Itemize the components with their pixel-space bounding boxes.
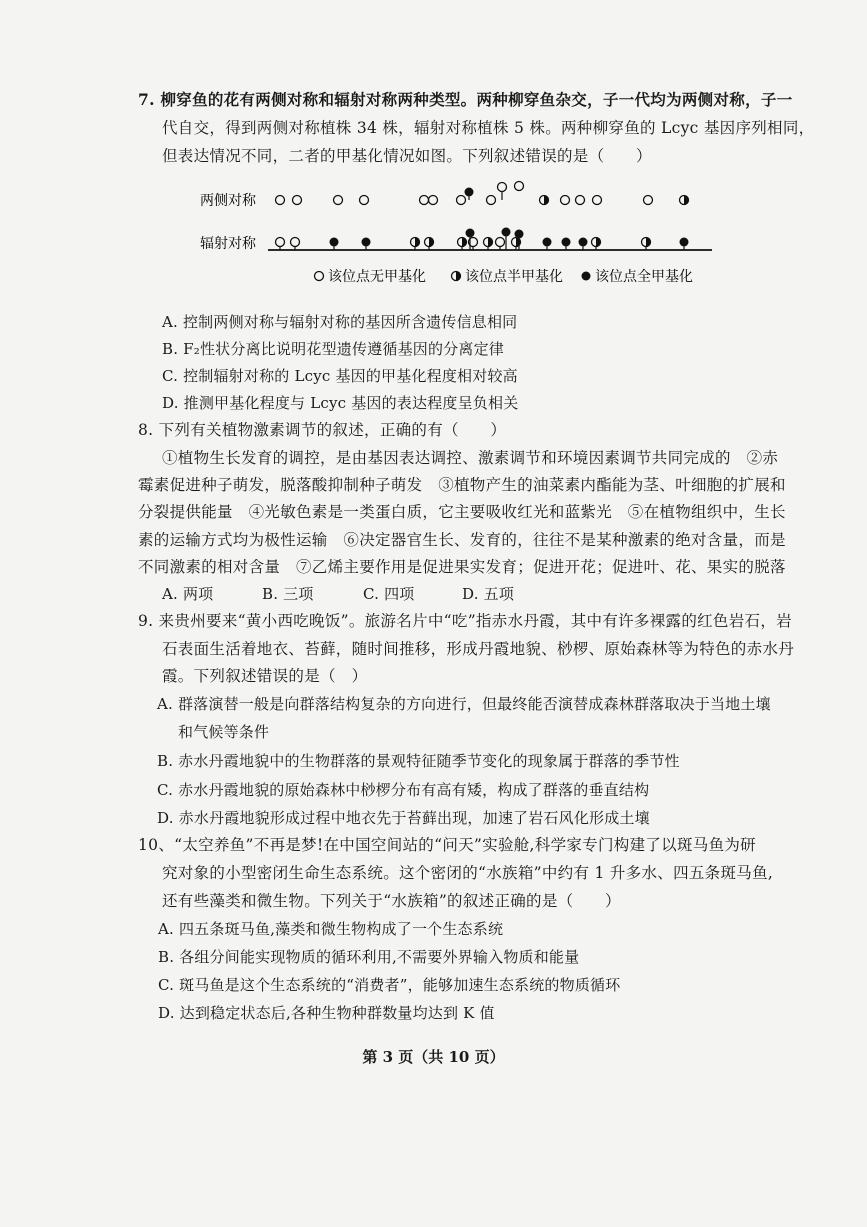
- legend-half-label: 该位点半甲基化: [465, 269, 563, 285]
- q9-option-d: D. 赤水丹霞地貌形成过程中地衣先于苔藓出现，加速了岩石风化形成土壤: [157, 809, 650, 827]
- unmethylated-site-icon: [515, 182, 524, 191]
- bilateral-sites: [276, 182, 689, 205]
- q8-option-b: B. 三项: [262, 585, 314, 603]
- q7-stem-line-2: 代自交，得到两侧对称植株 34 株，辐射对称植株 5 株。两种柳穿鱼的 Lcyc 基因序列相同，: [162, 119, 815, 137]
- legend-open-circle-icon: [315, 272, 324, 281]
- unmethylated-site-icon: [334, 196, 343, 205]
- q9-stem-line-2: 石表面生活着地衣、苔藓，随时间推移，形成丹霞地貌、桫椤、原始森林等为特色的赤水丹: [162, 640, 795, 658]
- unmethylated-site-icon: [576, 196, 585, 205]
- q8-option-a: A. 两项: [162, 585, 214, 603]
- q8-stem-line-4: 分裂提供能量 ④光敏色素是一类蛋白质，它主要吸收红光和蓝紫光 ⑤在植物组织中，生长: [138, 503, 786, 521]
- q7-option-b: B. F₂性状分离比说明花型遗传遵循基因的分离定律: [162, 340, 504, 358]
- q10-option-a: A. 四五条斑马鱼,藻类和微生物构成了一个生态系统: [158, 920, 504, 938]
- full-methylated-site-icon: [562, 238, 571, 251]
- unmethylated-site-icon: [644, 196, 653, 205]
- q7-stem-line-3: 但表达情况不同，二者的甲基化情况如图。下列叙述错误的是（ ）: [162, 147, 652, 165]
- q9-stem-line-1: 9. 来贵州要来“黄小西吃晚饭”。旅游名片中“吃”指赤水丹霞，其中有许多裸露的红色岩石，岩: [138, 612, 792, 630]
- page-footer: 第 3 页（共 10 页）: [362, 1048, 505, 1066]
- radial-sites: [276, 228, 689, 251]
- half-methylated-site-icon: [411, 238, 420, 251]
- q9-option-a: A. 群落演替一般是向群落结构复杂的方向进行，但最终能否演替成森林群落取决于当地土壤: [157, 695, 771, 713]
- row-label-bilateral: 两侧对称: [200, 193, 256, 209]
- unmethylated-site-icon: [429, 196, 438, 205]
- q8-option-d: D. 五项: [462, 585, 515, 603]
- half-methylated-site-icon: [680, 196, 689, 205]
- q7-option-c: C. 控制辐射对称的 Lcyc 基因的甲基化程度相对较高: [162, 367, 518, 385]
- q8-stem-line-5: 素的运输方式均为极性运输 ⑥决定器官生长、发育的，往往不是某种激素的绝对含量，而是: [138, 531, 786, 549]
- q10-stem-line-1: 10、“太空养鱼”不再是梦!在中国空间站的“问天”实验舱,科学家专门构建了以斑马鱼为研: [138, 836, 756, 854]
- q7-option-a: A. 控制两侧对称与辐射对称的基因所含遗传信息相同: [162, 313, 518, 331]
- q7-option-d: D. 推测甲基化程度与 Lcyc 基因的表达程度呈负相关: [162, 394, 519, 412]
- legend-filled-circle-icon: [582, 272, 591, 281]
- unmethylated-site-icon: [276, 196, 285, 205]
- q9-option-a-continued: 和气候等条件: [178, 723, 270, 741]
- unmethylated-site-icon: [498, 183, 507, 201]
- unmethylated-site-icon: [593, 196, 602, 205]
- q10-option-d: D. 达到稳定状态后,各种生物种群数量均达到 K 值: [158, 1004, 495, 1022]
- q9-option-c: C. 赤水丹霞地貌的原始森林中桫椤分布有高有矮，构成了群落的垂直结构: [157, 781, 650, 799]
- q10-stem-line-3: 还有些藻类和微生物。下列关于“水族箱”的叙述正确的是（ ）: [162, 892, 621, 910]
- full-methylated-site-icon: [362, 238, 371, 251]
- full-methylated-site-icon: [330, 238, 339, 251]
- unmethylated-site-icon: [487, 196, 496, 205]
- q8-stem-line-2: ①植物生长发育的调控，是由基因表达调控、激素调节和环境因素调节共同完成的 ②赤: [162, 449, 779, 467]
- unmethylated-site-icon: [360, 196, 369, 205]
- q9-stem-line-3: 霞。下列叙述错误的是（ ）: [162, 667, 368, 685]
- full-methylated-site-icon: [465, 188, 474, 201]
- row-label-radial: 辐射对称: [200, 236, 256, 252]
- half-methylated-site-icon: [425, 238, 434, 251]
- unmethylated-site-icon: [276, 238, 285, 251]
- legend-full-label: 该位点全甲基化: [595, 269, 693, 285]
- unmethylated-site-icon: [457, 196, 466, 205]
- half-methylated-site-icon: [458, 238, 467, 251]
- figure-legend: [315, 268, 694, 285]
- full-methylated-site-icon: [543, 238, 552, 251]
- half-methylated-site-icon: [540, 196, 549, 205]
- legend-none-label: 该位点无甲基化: [328, 269, 426, 285]
- q8-stem-line-6: 不同激素的相对含量 ⑦乙烯主要作用是促进果实发育；促进开花；促进叶、花、果实的脱落: [138, 558, 786, 576]
- q8-option-c: C. 四项: [363, 585, 415, 603]
- full-methylated-site-icon: [680, 238, 689, 251]
- methylation-figure: [0, 178, 867, 298]
- q7-stem-line-1: 7. 柳穿鱼的花有两侧对称和辐射对称两种类型。两种柳穿鱼杂交，子一代均为两侧对称，子一: [138, 90, 793, 109]
- q10-option-c: C. 斑马鱼是这个生态系统的“消费者”，能够加速生态系统的物质循环: [158, 976, 621, 994]
- unmethylated-site-icon: [420, 196, 429, 205]
- q10-stem-line-2: 究对象的小型密闭生命生态系统。这个密闭的“水族箱”中约有 1 升多水、四五条斑马鱼,: [162, 864, 774, 882]
- q10-option-b: B. 各组分间能实现物质的循环利用,不需要外界输入物质和能量: [158, 948, 580, 966]
- unmethylated-site-icon: [293, 196, 302, 205]
- half-methylated-site-icon: [592, 238, 601, 251]
- q9-option-b: B. 赤水丹霞地貌中的生物群落的景观特征随季节变化的现象属于群落的季节性: [157, 752, 680, 770]
- q8-stem-line-3: 霉素促进种子萌发，脱落酸抑制种子萌发 ③植物产生的油菜素内酯能为茎、叶细胞的扩展和: [138, 476, 786, 494]
- q8-stem-line-1: 8. 下列有关植物激素调节的叙述，正确的有（ ）: [138, 421, 507, 439]
- unmethylated-site-icon: [561, 196, 570, 205]
- unmethylated-site-icon: [291, 238, 300, 251]
- unmethylated-site-icon: [496, 238, 505, 251]
- full-methylated-site-icon: [579, 238, 588, 251]
- half-methylated-site-icon: [642, 238, 651, 251]
- half-methylated-site-icon: [484, 238, 493, 251]
